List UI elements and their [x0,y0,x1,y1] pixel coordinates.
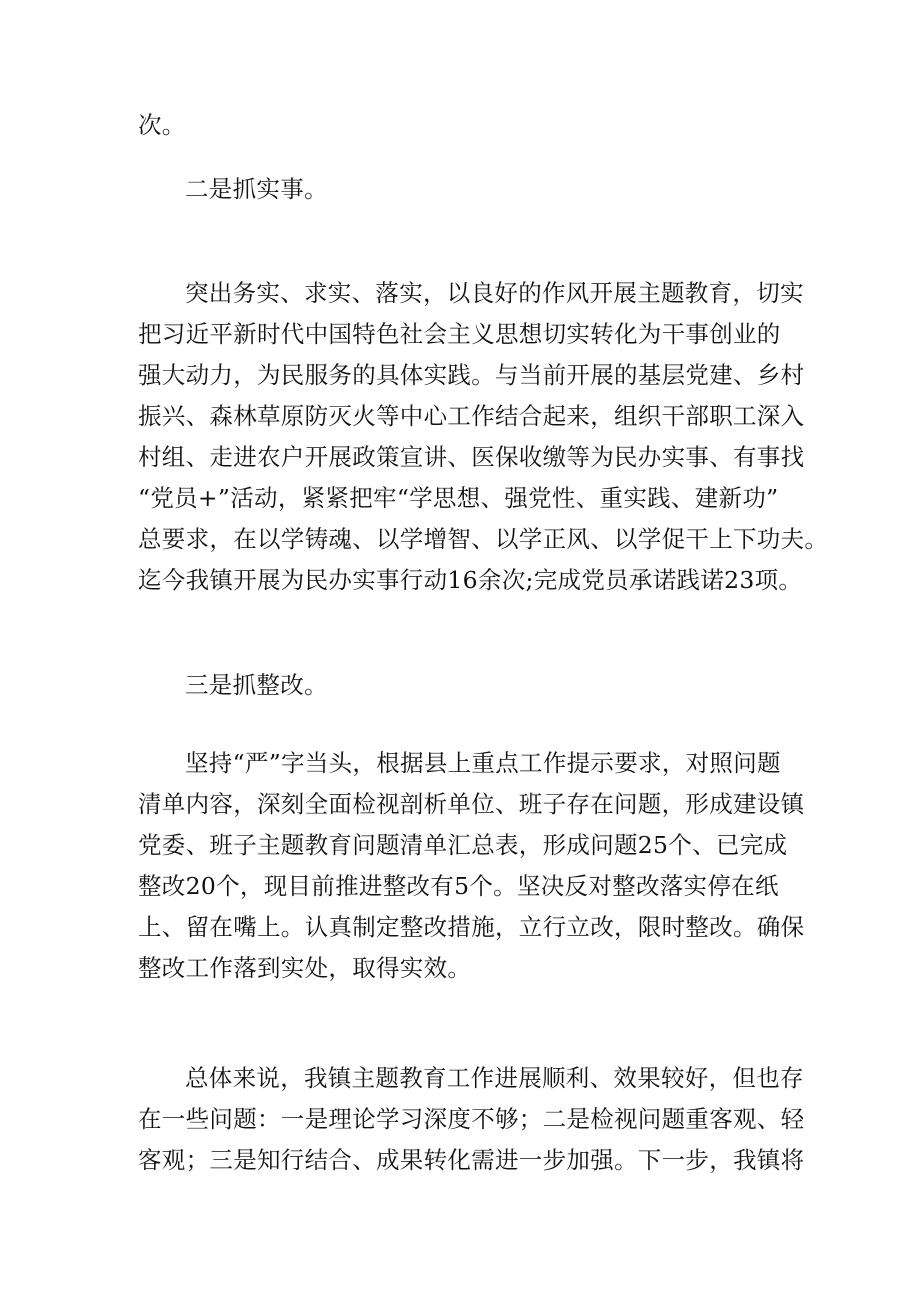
text-line: 村组、走进农户开展政策宣讲、医保收缴等为民办实事、有事找 [138,443,805,471]
text-line: 总要求，在以学铸魂、以学增智、以学正风、以学促干上下功夫。 [138,525,829,553]
paragraph-continuation [138,105,788,146]
text-line: 上、留在嘴上。认真制定整改措施，立行立改，限时整改。确保 [138,913,805,941]
text-line: “党员+”活动，紧紧把牢“学思想、强党性、重实践、建新功” [138,484,779,512]
text-line: 党委、班子主题教育问题清单汇总表，形成问题25个、已完成 [138,831,788,859]
text-line: 突出务实、求实、落实，以良好的作风开展主题教育，切实 [185,279,804,307]
text-line: 强大动力，为民服务的具体实践。与当前开展的基层党建、乡村 [138,361,805,389]
paragraph-practical-matters [138,273,829,601]
section-heading-practical-matters [138,169,788,210]
text-line: 次。 [138,111,186,139]
text-line: 总体来说，我镇主题教育工作进展顺利、效果较好，但也存 [185,1064,804,1092]
text-line: 整改20个，现目前推进整改有5个。坚决反对整改落实停在纸 [138,872,779,900]
text-line: 清单内容，深刻全面检视剖析单位、班子存在问题，形成建设镇 [138,790,805,818]
text-line: 二是抓实事。 [185,175,328,203]
text-line: 在一些问题：一是理论学习深度不够；二是检视问题重客观、轻 [138,1105,805,1133]
text-line: 三是抓整改。 [185,671,328,699]
text-line: 整改工作落到实处，取得实效。 [138,954,472,982]
paragraph-rectification [138,743,805,989]
text-line: 坚持“严”字当头，根据县上重点工作提示要求，对照问题 [185,749,781,777]
text-line: 客观；三是知行结合、成果转化需进一步加强。下一步，我镇将 [138,1146,805,1174]
text-line: 振兴、森林草原防灭火等中心工作结合起来，组织干部职工深入 [138,402,805,430]
text-line: 迄今我镇开展为民办实事行动16余次;完成党员承诺践诺23项。 [138,566,803,594]
section-heading-rectification [138,665,788,706]
paragraph-summary [138,1058,805,1181]
text-line: 把习近平新时代中国特色社会主义思想切实转化为干事创业的 [138,320,781,348]
